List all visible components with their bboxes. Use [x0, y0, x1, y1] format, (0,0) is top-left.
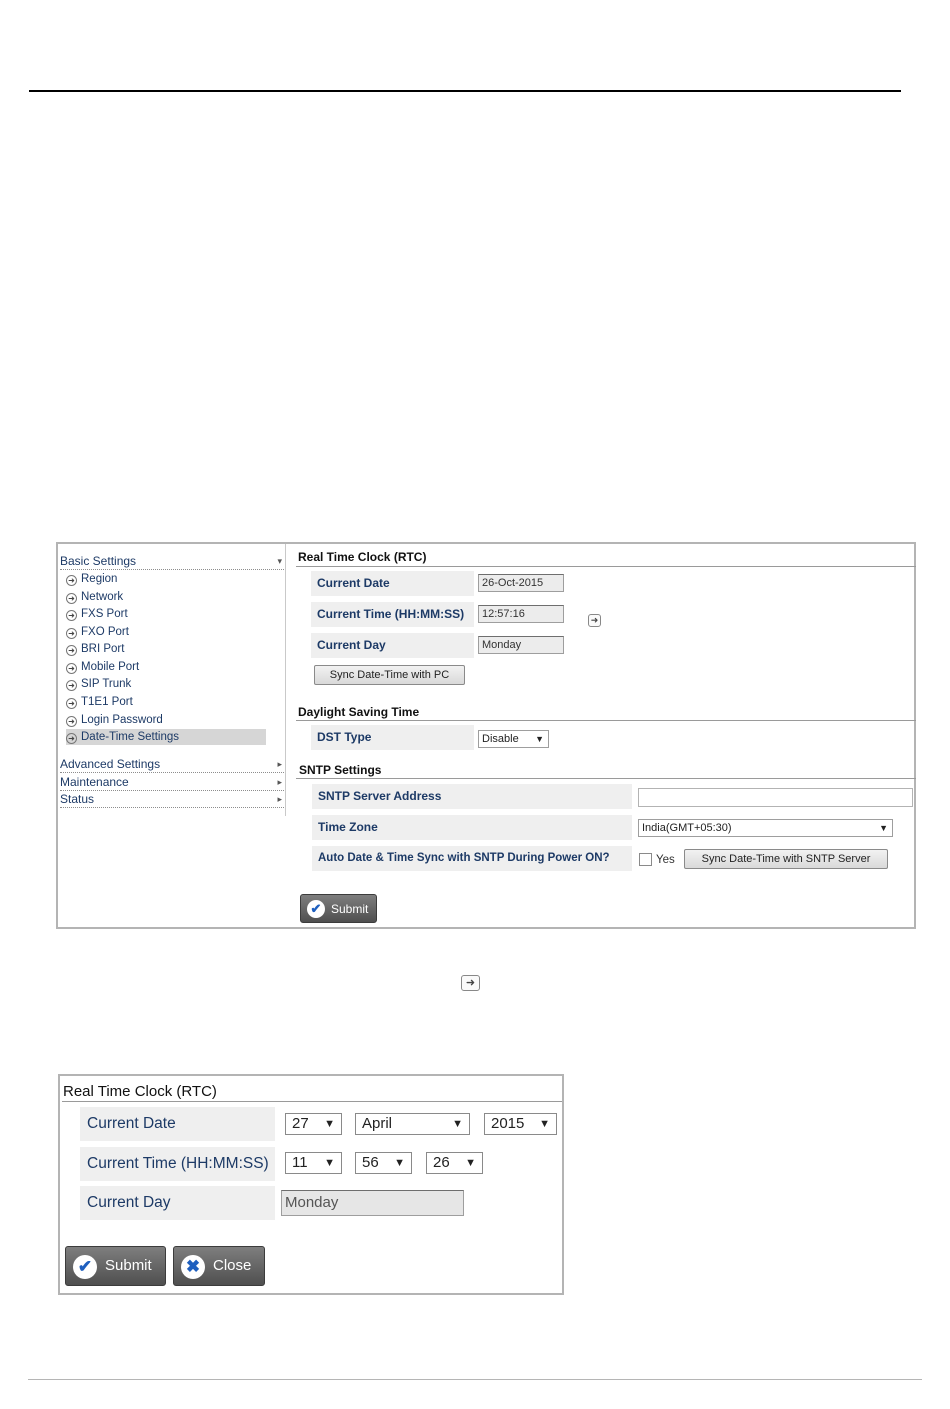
sidebar-basic-settings-label: Basic Settings: [60, 554, 137, 568]
current-day-label: Current Day: [80, 1186, 275, 1220]
chevron-down-icon: ▼: [324, 1118, 335, 1130]
sidebar-item-fxo-port[interactable]: [66, 624, 266, 640]
auto-sync-label: Auto Date & Time Sync with SNTP During Power ON?: [312, 846, 632, 871]
chevron-right-icon: ▸: [277, 794, 282, 804]
edit-arrow-icon[interactable]: ➜: [588, 614, 601, 627]
dst-type-label: DST Type: [311, 725, 474, 750]
current-time-label: Current Time (HH:MM:SS): [311, 602, 474, 627]
auto-sync-yes-label: Yes: [656, 854, 675, 866]
arrow-right-circle-icon: ➜: [66, 733, 77, 744]
time-zone-select[interactable]: [638, 819, 893, 837]
sidebar-status-label: Status: [60, 792, 95, 806]
arrow-right-circle-icon: ➜: [66, 575, 77, 586]
sidebar-item-fxs-port[interactable]: [66, 606, 266, 622]
close-icon: ✖: [181, 1255, 205, 1279]
sidebar-item-label: FXS Port: [81, 608, 128, 620]
sidebar-item-label: Network: [81, 591, 124, 603]
sidebar-item-label: Login Password: [81, 714, 163, 726]
chevron-down-icon: ▼: [465, 1157, 476, 1169]
footer-rule: [28, 1379, 922, 1380]
sidebar-item-region[interactable]: [66, 571, 266, 587]
sntp-server-input[interactable]: [638, 788, 913, 807]
sync-with-sntp-button[interactable]: Sync Date-Time with SNTP Server: [684, 849, 888, 869]
sidebar-item-date-time-settings[interactable]: [66, 729, 266, 745]
current-time-field: 12:57:16: [478, 605, 564, 623]
year-value: 2015: [491, 1115, 525, 1132]
sidebar-maintenance[interactable]: [60, 774, 284, 791]
dst-type-select[interactable]: [478, 730, 549, 748]
sidebar-item-label: SIP Trunk: [81, 678, 132, 690]
submit-button-label: Submit: [331, 902, 369, 916]
rtc-section-title: Real Time Clock (RTC): [298, 550, 427, 564]
section-divider: [296, 778, 916, 779]
minute-value: 56: [362, 1154, 379, 1171]
sync-with-pc-button[interactable]: Sync Date-Time with PC: [314, 665, 465, 685]
sidebar: [58, 544, 286, 816]
chevron-down-icon: ▼: [879, 823, 888, 833]
day-value: 27: [292, 1115, 309, 1132]
arrow-right-circle-icon: ➜: [66, 716, 77, 727]
chevron-down-icon: ▼: [535, 734, 544, 744]
close-button[interactable]: [173, 1246, 265, 1286]
sntp-server-label: SNTP Server Address: [312, 784, 632, 809]
day-select[interactable]: [285, 1113, 342, 1135]
chevron-down-icon: ▼: [394, 1157, 405, 1169]
sidebar-item-sip-trunk[interactable]: [66, 676, 266, 692]
arrow-right-circle-icon: ➜: [66, 698, 77, 709]
current-date-field: 26-Oct-2015: [478, 574, 564, 592]
chevron-down-icon: ▼: [452, 1118, 463, 1130]
sidebar-advanced-settings-label: Advanced Settings: [60, 757, 161, 771]
section-divider: [62, 1101, 562, 1102]
hour-value: 11: [292, 1154, 308, 1171]
month-value: April: [362, 1115, 393, 1132]
arrow-right-circle-icon: ➜: [66, 610, 77, 621]
current-day-field: Monday: [478, 636, 564, 654]
checkmark-icon: ✔: [73, 1255, 97, 1279]
edit-arrow-icon: ➜: [461, 975, 480, 991]
year-select[interactable]: [484, 1113, 557, 1135]
arrow-right-circle-icon: ➜: [66, 593, 77, 604]
sidebar-item-t1e1-port[interactable]: [66, 694, 266, 710]
rtc-edit-dialog: [58, 1074, 564, 1295]
chevron-down-icon: ▼: [539, 1118, 550, 1130]
current-day-label: Current Day: [311, 633, 474, 658]
dst-type-value: Disable: [482, 733, 519, 745]
dst-section-title: Daylight Saving Time: [298, 705, 420, 719]
rtc-dialog-title: Real Time Clock (RTC): [63, 1083, 217, 1100]
submit-button-label: Submit: [105, 1257, 152, 1274]
sidebar-item-mobile-port[interactable]: [66, 659, 266, 675]
sidebar-item-bri-port[interactable]: [66, 641, 266, 657]
time-zone-value: India(GMT+05:30): [642, 822, 732, 834]
arrow-right-circle-icon: ➜: [66, 628, 77, 639]
second-value: 26: [433, 1154, 450, 1171]
chevron-right-icon: ▸: [277, 759, 282, 769]
time-zone-label: Time Zone: [312, 815, 632, 840]
arrow-right-circle-icon: ➜: [66, 663, 77, 674]
sidebar-maintenance-label: Maintenance: [60, 775, 129, 789]
checkmark-icon: ✔: [307, 900, 325, 918]
chevron-down-icon: ▾: [277, 556, 282, 566]
sidebar-item-label: FXO Port: [81, 626, 129, 638]
hour-select[interactable]: [285, 1152, 342, 1174]
sidebar-item-label: Mobile Port: [81, 661, 140, 673]
sidebar-item-network[interactable]: [66, 589, 266, 605]
submit-button[interactable]: [65, 1246, 166, 1286]
month-select[interactable]: [355, 1113, 470, 1135]
auto-sync-checkbox[interactable]: [639, 853, 652, 866]
chevron-down-icon: ▼: [324, 1157, 335, 1169]
sidebar-item-label: BRI Port: [81, 643, 125, 655]
submit-button[interactable]: [300, 894, 377, 923]
chevron-right-icon: ▸: [277, 777, 282, 787]
section-divider: [296, 720, 916, 721]
minute-select[interactable]: [355, 1152, 412, 1174]
sidebar-basic-settings[interactable]: [60, 553, 284, 570]
current-date-label: Current Date: [80, 1107, 275, 1141]
sidebar-item-label: Date-Time Settings: [81, 731, 179, 743]
arrow-right-circle-icon: ➜: [66, 645, 77, 656]
sidebar-status[interactable]: [60, 791, 284, 808]
current-date-label: Current Date: [311, 571, 474, 596]
close-button-label: Close: [213, 1257, 252, 1274]
arrow-right-circle-icon: ➜: [66, 680, 77, 691]
second-select[interactable]: [426, 1152, 483, 1174]
sidebar-item-label: T1E1 Port: [81, 696, 133, 708]
sidebar-advanced-settings[interactable]: [60, 756, 284, 773]
header-rule: [29, 90, 901, 92]
sidebar-item-label: Region: [81, 573, 118, 585]
date-time-settings-screen: [56, 542, 916, 929]
sntp-section-title: SNTP Settings: [299, 763, 382, 777]
sidebar-item-login-password[interactable]: [66, 712, 266, 728]
current-day-field: Monday: [281, 1190, 464, 1216]
current-time-label: Current Time (HH:MM:SS): [80, 1147, 275, 1181]
section-divider: [296, 566, 916, 567]
